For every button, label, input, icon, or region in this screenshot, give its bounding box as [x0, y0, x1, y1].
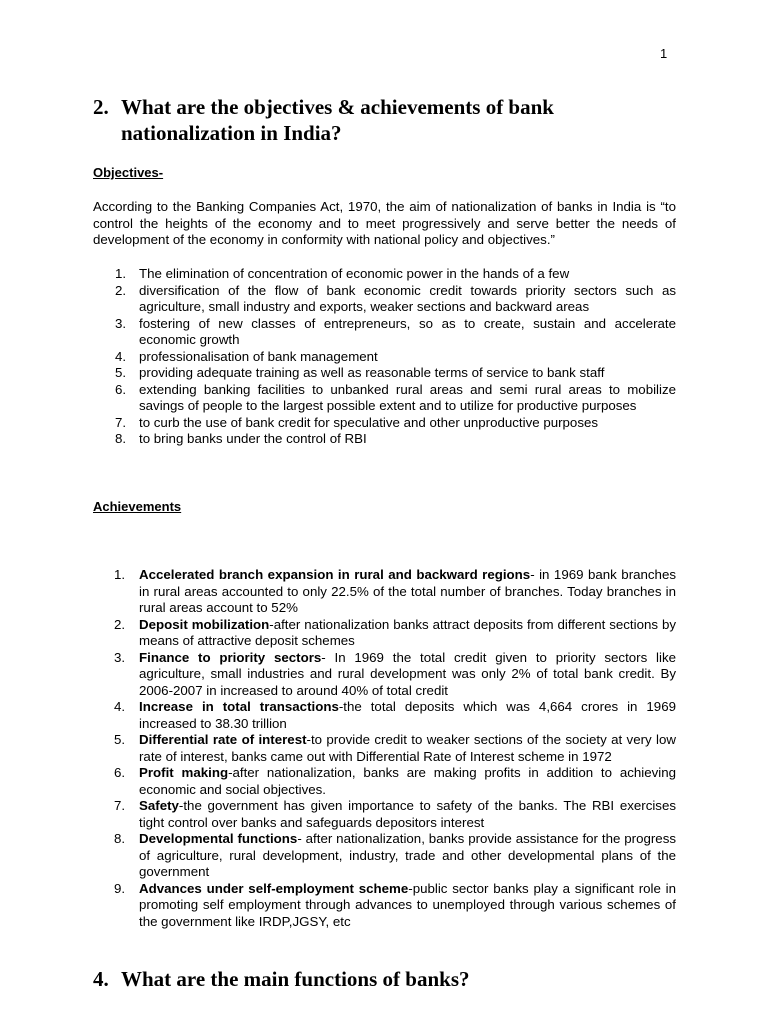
question-2-number: 2. [93, 95, 109, 119]
list-item [93, 382, 676, 415]
question-4-title: What are the main functions of banks? [121, 967, 470, 991]
list-item-term: Increase in total transactions [139, 699, 339, 714]
list-item-text: - In 1969 the total credit given to priority sectors like agriculture, small industries and rural development was only 2% of total bank credit. By 2006-2007 in increased to around 40% of total credit [139, 649, 676, 698]
list-item-term: Accelerated branch expansion in rural and backward regions [139, 567, 531, 582]
list-item-text: extending banking facilities to unbanked rural areas and semi rural areas to mobilize savings of people to the largest possible extent and to utilize for productive purposes [139, 381, 676, 413]
list-item-number: 5. [115, 365, 127, 380]
list-item [93, 732, 676, 765]
list-item-term: Finance to priority sectors [139, 649, 322, 665]
list-item [93, 617, 676, 650]
list-item-term: Advances under self-employment scheme [139, 880, 409, 896]
objectives-label: Objectives- [93, 165, 164, 180]
list-item-text: professionalisation of bank management [139, 348, 378, 364]
list-item-text: to bring banks under the control of RBI [139, 431, 367, 446]
list-item [93, 365, 676, 382]
list-item-number: 7. [114, 798, 126, 813]
list-item [93, 349, 676, 366]
list-item-number: 3. [114, 649, 126, 665]
question-2-title-line2: nationalization in India? [121, 121, 342, 145]
list-item-text: - after nationalization, banks provide assistance for the progress of agriculture, rural development, industry, trade and other developmental plans of the government [139, 831, 676, 879]
question-2-title-line1: What are the objectives & achievements of bank [121, 95, 554, 119]
list-item [93, 316, 676, 349]
list-item-text: The elimination of concentration of economic power in the hands of a few [139, 266, 570, 281]
list-item [93, 699, 676, 732]
list-item-text: providing adequate training as well as reasonable terms of service to bank staff [139, 365, 605, 380]
list-item-term: Safety [139, 798, 179, 813]
page-number: 1 [660, 46, 668, 61]
list-item [93, 881, 676, 931]
list-item-text: -the total deposits which was 4,664 crores in 1969 increased to 38.30 trillion [139, 699, 676, 731]
objectives-intro: According to the Banking Companies Act, 1970, the aim of nationalization of banks in India is “to control the heights of the economy and to meet progressively and serve better the needs of development of the economy in conformity with national policy and objectives.” [93, 199, 676, 247]
list-item-text: diversification of the flow of bank economic credit towards priority sectors such as agriculture, small industry and exports, weaker sections and backward areas [139, 282, 676, 314]
list-item-term: Developmental functions [139, 831, 298, 846]
list-item [93, 650, 676, 700]
list-item-term: Profit making [139, 765, 229, 780]
list-item [93, 831, 676, 881]
list-item [93, 798, 676, 831]
list-item-text: -after nationalization banks attract deposits from different sections by means of attractive deposit schemes [139, 616, 676, 648]
list-item-number: 4. [114, 699, 126, 714]
list-item-number: 8. [115, 431, 127, 446]
list-item-number: 6. [114, 765, 126, 780]
list-item-number: 4. [115, 348, 127, 364]
list-item-number: 1. [115, 266, 127, 281]
list-item-text: -to provide credit to weaker sections of the society at very low rate of interest, banks came out with Differential Rate of Interest scheme in 1972 [139, 732, 676, 764]
list-item [93, 283, 676, 316]
list-item-number: 7. [115, 414, 127, 430]
list-item [93, 266, 676, 283]
list-item [93, 567, 676, 617]
list-item-text: fostering of new classes of entrepreneurs, so as to create, sustain and accelerate economic growth [139, 315, 676, 347]
list-item [93, 431, 676, 448]
list-item-text: -after nationalization, banks are making profits in addition to achieving economic and social objectives. [139, 765, 676, 797]
list-item-text: -public sector banks play a significant role in promoting self employment through advances to unemployed through various schemes of the government like IRDP,JGSY, etc [139, 880, 676, 929]
list-item-number: 3. [115, 315, 127, 331]
list-item-number: 2. [114, 616, 126, 632]
list-item-text: to curb the use of bank credit for speculative and other unproductive purposes [139, 414, 599, 430]
list-item-number: 9. [114, 880, 126, 896]
list-item [93, 415, 676, 432]
list-item [93, 765, 676, 798]
list-item-number: 8. [114, 831, 126, 846]
question-4-number: 4. [93, 967, 109, 991]
list-item-number: 6. [115, 381, 127, 397]
question-4-heading [93, 966, 693, 992]
achievements-list [93, 567, 676, 930]
list-item-term: Deposit mobilization [139, 616, 270, 632]
list-item-text: -the government has given importance to safety of the banks. The RBI exercises tight control over banks and safeguards depositors interest [139, 798, 676, 830]
list-item-number: 2. [115, 282, 127, 298]
list-item-number: 5. [114, 732, 126, 747]
list-item-term: Differential rate of interest [139, 732, 307, 747]
achievements-label: Achievements [93, 499, 182, 514]
list-item-text: - in 1969 bank branches in rural areas accounted to only 22.5% of the total number of branches. Today branches in rural areas account to 52% [139, 567, 676, 615]
objectives-list [93, 266, 676, 448]
question-2-heading [93, 94, 693, 146]
list-item-number: 1. [114, 567, 126, 582]
